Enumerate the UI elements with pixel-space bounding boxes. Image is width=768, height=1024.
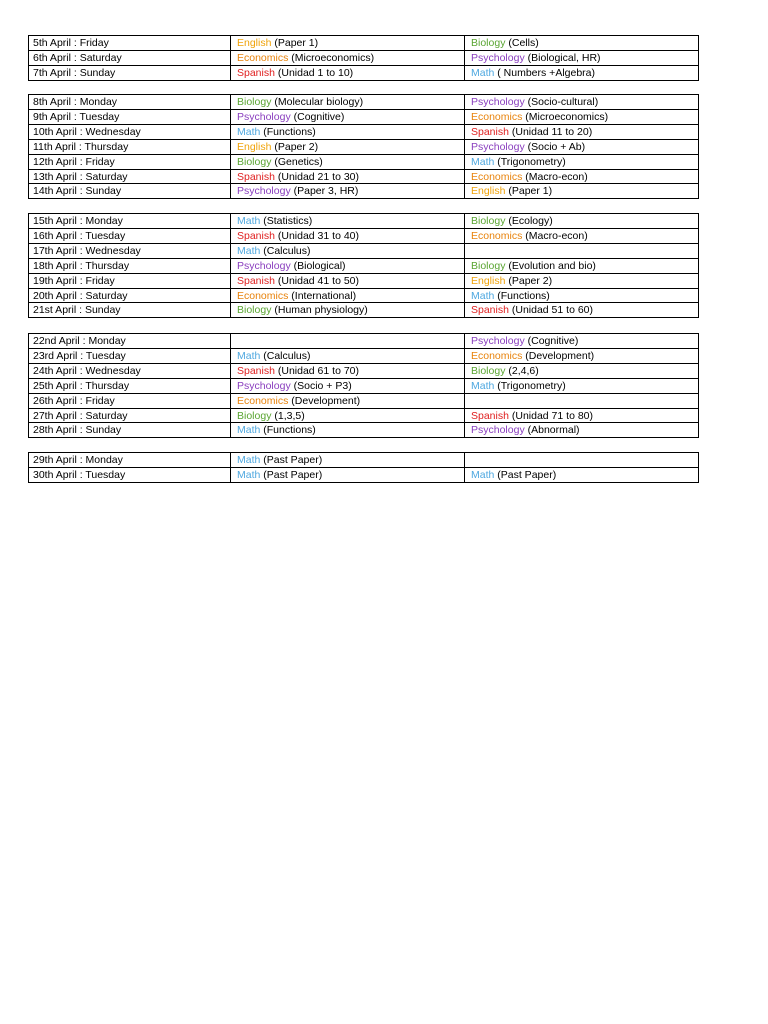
subject-cell-primary <box>231 214 465 228</box>
date-cell: 5th April : Friday <box>29 36 231 50</box>
table-row <box>29 139 698 154</box>
subject-detail: (Past Paper) <box>260 454 323 466</box>
subject-cell-secondary <box>465 274 698 288</box>
subject-cell-secondary <box>465 453 698 467</box>
subject-name: Biology <box>471 37 506 49</box>
subject-name: Biology <box>237 155 272 168</box>
subject-name: Biology <box>471 364 506 377</box>
date-cell: 19th April : Friday <box>29 274 231 288</box>
subject-detail: (Cognitive) <box>524 335 579 347</box>
table-row <box>29 467 698 482</box>
date-cell: 7th April : Sunday <box>29 66 231 80</box>
table-row <box>29 109 698 124</box>
date-cell: 10th April : Wednesday <box>29 125 231 139</box>
subject-detail: (Calculus) <box>260 244 311 257</box>
subject-name: Spanish <box>471 304 509 317</box>
subject-cell-secondary <box>465 423 698 437</box>
subject-cell-primary <box>231 125 465 139</box>
subject-name: Economics <box>237 394 289 407</box>
subject-cell-primary <box>231 170 465 184</box>
subject-detail: (Unidad 31 to 40) <box>274 230 360 242</box>
subject-name: English <box>471 274 506 287</box>
table-row <box>29 50 698 65</box>
subject-cell-primary <box>231 36 465 50</box>
subject-detail: (Unidad 21 to 30) <box>274 170 360 183</box>
subject-name: Spanish <box>237 364 275 377</box>
subject-cell-secondary <box>465 170 698 184</box>
subject-cell-primary <box>231 453 465 467</box>
date-cell: 22nd April : Monday <box>29 334 231 348</box>
subject-cell-primary <box>231 289 465 303</box>
subject-cell-secondary <box>465 334 698 348</box>
subject-cell-primary <box>231 244 465 258</box>
subject-name: Psychology <box>471 424 525 437</box>
subject-name: Math <box>237 244 261 257</box>
subject-detail: (Unidad 71 to 80) <box>508 409 594 422</box>
subject-cell-primary <box>231 409 465 423</box>
table-row <box>29 273 698 288</box>
subject-detail: (Cognitive) <box>290 111 345 123</box>
subject-name: Math <box>237 424 261 437</box>
subject-name: Biology <box>237 304 272 317</box>
subject-detail: (Biological) <box>290 259 346 272</box>
subject-name: Biology <box>237 409 272 422</box>
table-row <box>29 258 698 273</box>
subject-detail: (Unidad 1 to 10) <box>274 66 354 79</box>
subject-detail: (Paper 2) <box>271 140 319 153</box>
subject-name: Economics <box>237 52 289 64</box>
subject-name: Psychology <box>237 259 291 272</box>
subject-detail: (2,4,6) <box>505 364 539 377</box>
date-cell: 14th April : Sunday <box>29 184 231 198</box>
subject-cell-secondary <box>465 394 698 408</box>
subject-cell-primary <box>231 364 465 378</box>
table-row <box>29 393 698 408</box>
date-cell: 9th April : Tuesday <box>29 110 231 124</box>
subject-name: English <box>237 140 272 153</box>
subject-detail: (Paper 3, HR) <box>290 185 359 198</box>
table-row <box>29 154 698 169</box>
schedule-block <box>28 213 699 318</box>
subject-detail: (Ecology) <box>505 215 553 227</box>
subject-cell-primary <box>231 334 465 348</box>
subject-cell-secondary <box>465 66 698 80</box>
date-cell: 6th April : Saturday <box>29 51 231 65</box>
subject-detail: (Past Paper) <box>494 469 557 481</box>
subject-detail: (Functions) <box>260 125 316 138</box>
subject-name: Math <box>471 66 495 79</box>
table-row <box>29 422 698 437</box>
subject-cell-secondary <box>465 364 698 378</box>
subject-detail: (Statistics) <box>260 215 313 227</box>
subject-name: Math <box>237 454 261 466</box>
subject-name: Economics <box>471 230 523 242</box>
subject-detail: (Past Paper) <box>260 469 323 481</box>
subject-cell-secondary <box>465 95 698 109</box>
subject-cell-secondary <box>465 468 698 482</box>
subject-name: Economics <box>471 111 523 123</box>
subject-cell-secondary <box>465 244 698 258</box>
subject-detail: (Socio + Ab) <box>524 140 586 153</box>
subject-cell-secondary <box>465 110 698 124</box>
subject-name: English <box>237 37 272 49</box>
subject-cell-secondary <box>465 409 698 423</box>
subject-detail: (Genetics) <box>271 155 323 168</box>
date-cell: 21st April : Sunday <box>29 303 231 317</box>
subject-cell-primary <box>231 155 465 169</box>
subject-cell-primary <box>231 110 465 124</box>
date-cell: 20th April : Saturday <box>29 289 231 303</box>
subject-detail: (Functions) <box>260 424 316 437</box>
table-row <box>29 363 698 378</box>
subject-detail: (Socio-cultural) <box>524 96 599 108</box>
subject-detail: (Unidad 41 to 50) <box>274 274 360 287</box>
subject-name: Math <box>237 469 261 481</box>
table-row <box>29 183 698 198</box>
date-cell: 24th April : Wednesday <box>29 364 231 378</box>
subject-cell-primary <box>231 274 465 288</box>
date-cell: 28th April : Sunday <box>29 423 231 437</box>
subject-cell-secondary <box>465 229 698 243</box>
subject-detail: (Abnormal) <box>524 424 580 437</box>
subject-cell-primary <box>231 468 465 482</box>
date-cell: 13th April : Saturday <box>29 170 231 184</box>
subject-name: Psychology <box>471 52 525 64</box>
table-row <box>29 378 698 393</box>
subject-detail: (Unidad 61 to 70) <box>274 364 360 377</box>
subject-cell-primary <box>231 394 465 408</box>
subject-name: Spanish <box>237 274 275 287</box>
table-row <box>29 243 698 258</box>
table-row <box>29 453 698 467</box>
subject-cell-secondary <box>465 259 698 273</box>
table-row <box>29 348 698 363</box>
subject-cell-primary <box>231 423 465 437</box>
subject-cell-primary <box>231 303 465 317</box>
schedule-block <box>28 35 699 81</box>
subject-name: Psychology <box>471 140 525 153</box>
subject-detail: (Paper 2) <box>505 274 553 287</box>
table-row <box>29 302 698 317</box>
subject-name: Math <box>237 215 261 227</box>
date-cell: 17th April : Wednesday <box>29 244 231 258</box>
date-cell: 16th April : Tuesday <box>29 229 231 243</box>
subject-detail: (Functions) <box>494 289 550 302</box>
subject-detail: (Paper 1) <box>271 37 319 49</box>
subject-name: Spanish <box>471 125 509 138</box>
subject-cell-primary <box>231 66 465 80</box>
subject-detail: (Trigonometry) <box>494 155 566 168</box>
date-cell: 25th April : Thursday <box>29 379 231 393</box>
subject-cell-secondary <box>465 349 698 363</box>
subject-cell-primary <box>231 229 465 243</box>
subject-name: Biology <box>471 259 506 272</box>
subject-detail: (Development) <box>288 394 361 407</box>
table-row <box>29 408 698 423</box>
subject-cell-secondary <box>465 379 698 393</box>
subject-detail: (Molecular biology) <box>271 96 364 108</box>
subject-detail: (Socio + P3) <box>290 379 352 392</box>
subject-detail: (Development) <box>522 350 595 362</box>
subject-name: Psychology <box>237 111 291 123</box>
subject-cell-secondary <box>465 214 698 228</box>
subject-detail: (Microeconomics) <box>522 111 609 123</box>
subject-detail: (International) <box>288 289 357 302</box>
subject-cell-secondary <box>465 289 698 303</box>
subject-cell-secondary <box>465 184 698 198</box>
subject-cell-primary <box>231 349 465 363</box>
subject-detail: (Biological, HR) <box>524 52 601 64</box>
subject-cell-secondary <box>465 303 698 317</box>
table-row <box>29 124 698 139</box>
subject-name: Psychology <box>237 185 291 198</box>
subject-name: Biology <box>237 96 272 108</box>
table-row <box>29 288 698 303</box>
subject-cell-primary <box>231 51 465 65</box>
subject-name: Economics <box>471 170 523 183</box>
date-cell: 8th April : Monday <box>29 95 231 109</box>
subject-detail: (Calculus) <box>260 350 311 362</box>
table-row <box>29 228 698 243</box>
table-row <box>29 95 698 109</box>
subject-name: Spanish <box>471 409 509 422</box>
date-cell: 11th April : Thursday <box>29 140 231 154</box>
subject-name: Economics <box>471 350 523 362</box>
subject-name: Math <box>471 289 495 302</box>
subject-name: Math <box>237 350 261 362</box>
subject-detail: (Human physiology) <box>271 304 368 317</box>
date-cell: 29th April : Monday <box>29 453 231 467</box>
subject-name: Math <box>471 379 495 392</box>
subject-detail: (1,3,5) <box>271 409 305 422</box>
subject-detail: (Cells) <box>505 37 539 49</box>
schedule-block <box>28 94 699 199</box>
subject-name: Psychology <box>237 379 291 392</box>
subject-cell-secondary <box>465 140 698 154</box>
subject-cell-secondary <box>465 51 698 65</box>
subject-name: Spanish <box>237 170 275 183</box>
date-cell: 12th April : Friday <box>29 155 231 169</box>
table-row <box>29 214 698 228</box>
subject-detail: (Unidad 51 to 60) <box>508 304 594 317</box>
subject-cell-secondary <box>465 125 698 139</box>
table-row <box>29 36 698 50</box>
subject-name: Psychology <box>471 96 525 108</box>
subject-name: Math <box>237 125 261 138</box>
table-row <box>29 169 698 184</box>
subject-detail: (Unidad 11 to 20) <box>508 125 593 138</box>
subject-detail: ( Numbers +Algebra) <box>494 66 596 79</box>
subject-detail: (Trigonometry) <box>494 379 566 392</box>
date-cell: 30th April : Tuesday <box>29 468 231 482</box>
subject-name: Math <box>471 469 495 481</box>
subject-name: Economics <box>237 289 289 302</box>
date-cell: 18th April : Thursday <box>29 259 231 273</box>
date-cell: 23rd April : Tuesday <box>29 349 231 363</box>
subject-cell-secondary <box>465 155 698 169</box>
date-cell: 15th April : Monday <box>29 214 231 228</box>
schedule-block <box>28 333 699 438</box>
subject-detail: (Evolution and bio) <box>505 259 596 272</box>
subject-cell-primary <box>231 184 465 198</box>
subject-cell-primary <box>231 95 465 109</box>
subject-cell-primary <box>231 259 465 273</box>
subject-name: Psychology <box>471 335 525 347</box>
date-cell: 27th April : Saturday <box>29 409 231 423</box>
subject-cell-primary <box>231 140 465 154</box>
subject-cell-primary <box>231 379 465 393</box>
subject-detail: (Microeconomics) <box>288 52 375 64</box>
subject-detail: (Macro-econ) <box>522 230 588 242</box>
subject-name: English <box>471 185 506 198</box>
table-row <box>29 334 698 348</box>
date-cell: 26th April : Friday <box>29 394 231 408</box>
subject-cell-secondary <box>465 36 698 50</box>
subject-name: Spanish <box>237 230 275 242</box>
subject-name: Spanish <box>237 66 275 79</box>
subject-name: Math <box>471 155 495 168</box>
subject-detail: (Paper 1) <box>505 185 553 198</box>
schedule-block <box>28 452 699 483</box>
subject-name: Biology <box>471 215 506 227</box>
table-row <box>29 65 698 80</box>
subject-detail: (Macro-econ) <box>522 170 588 183</box>
